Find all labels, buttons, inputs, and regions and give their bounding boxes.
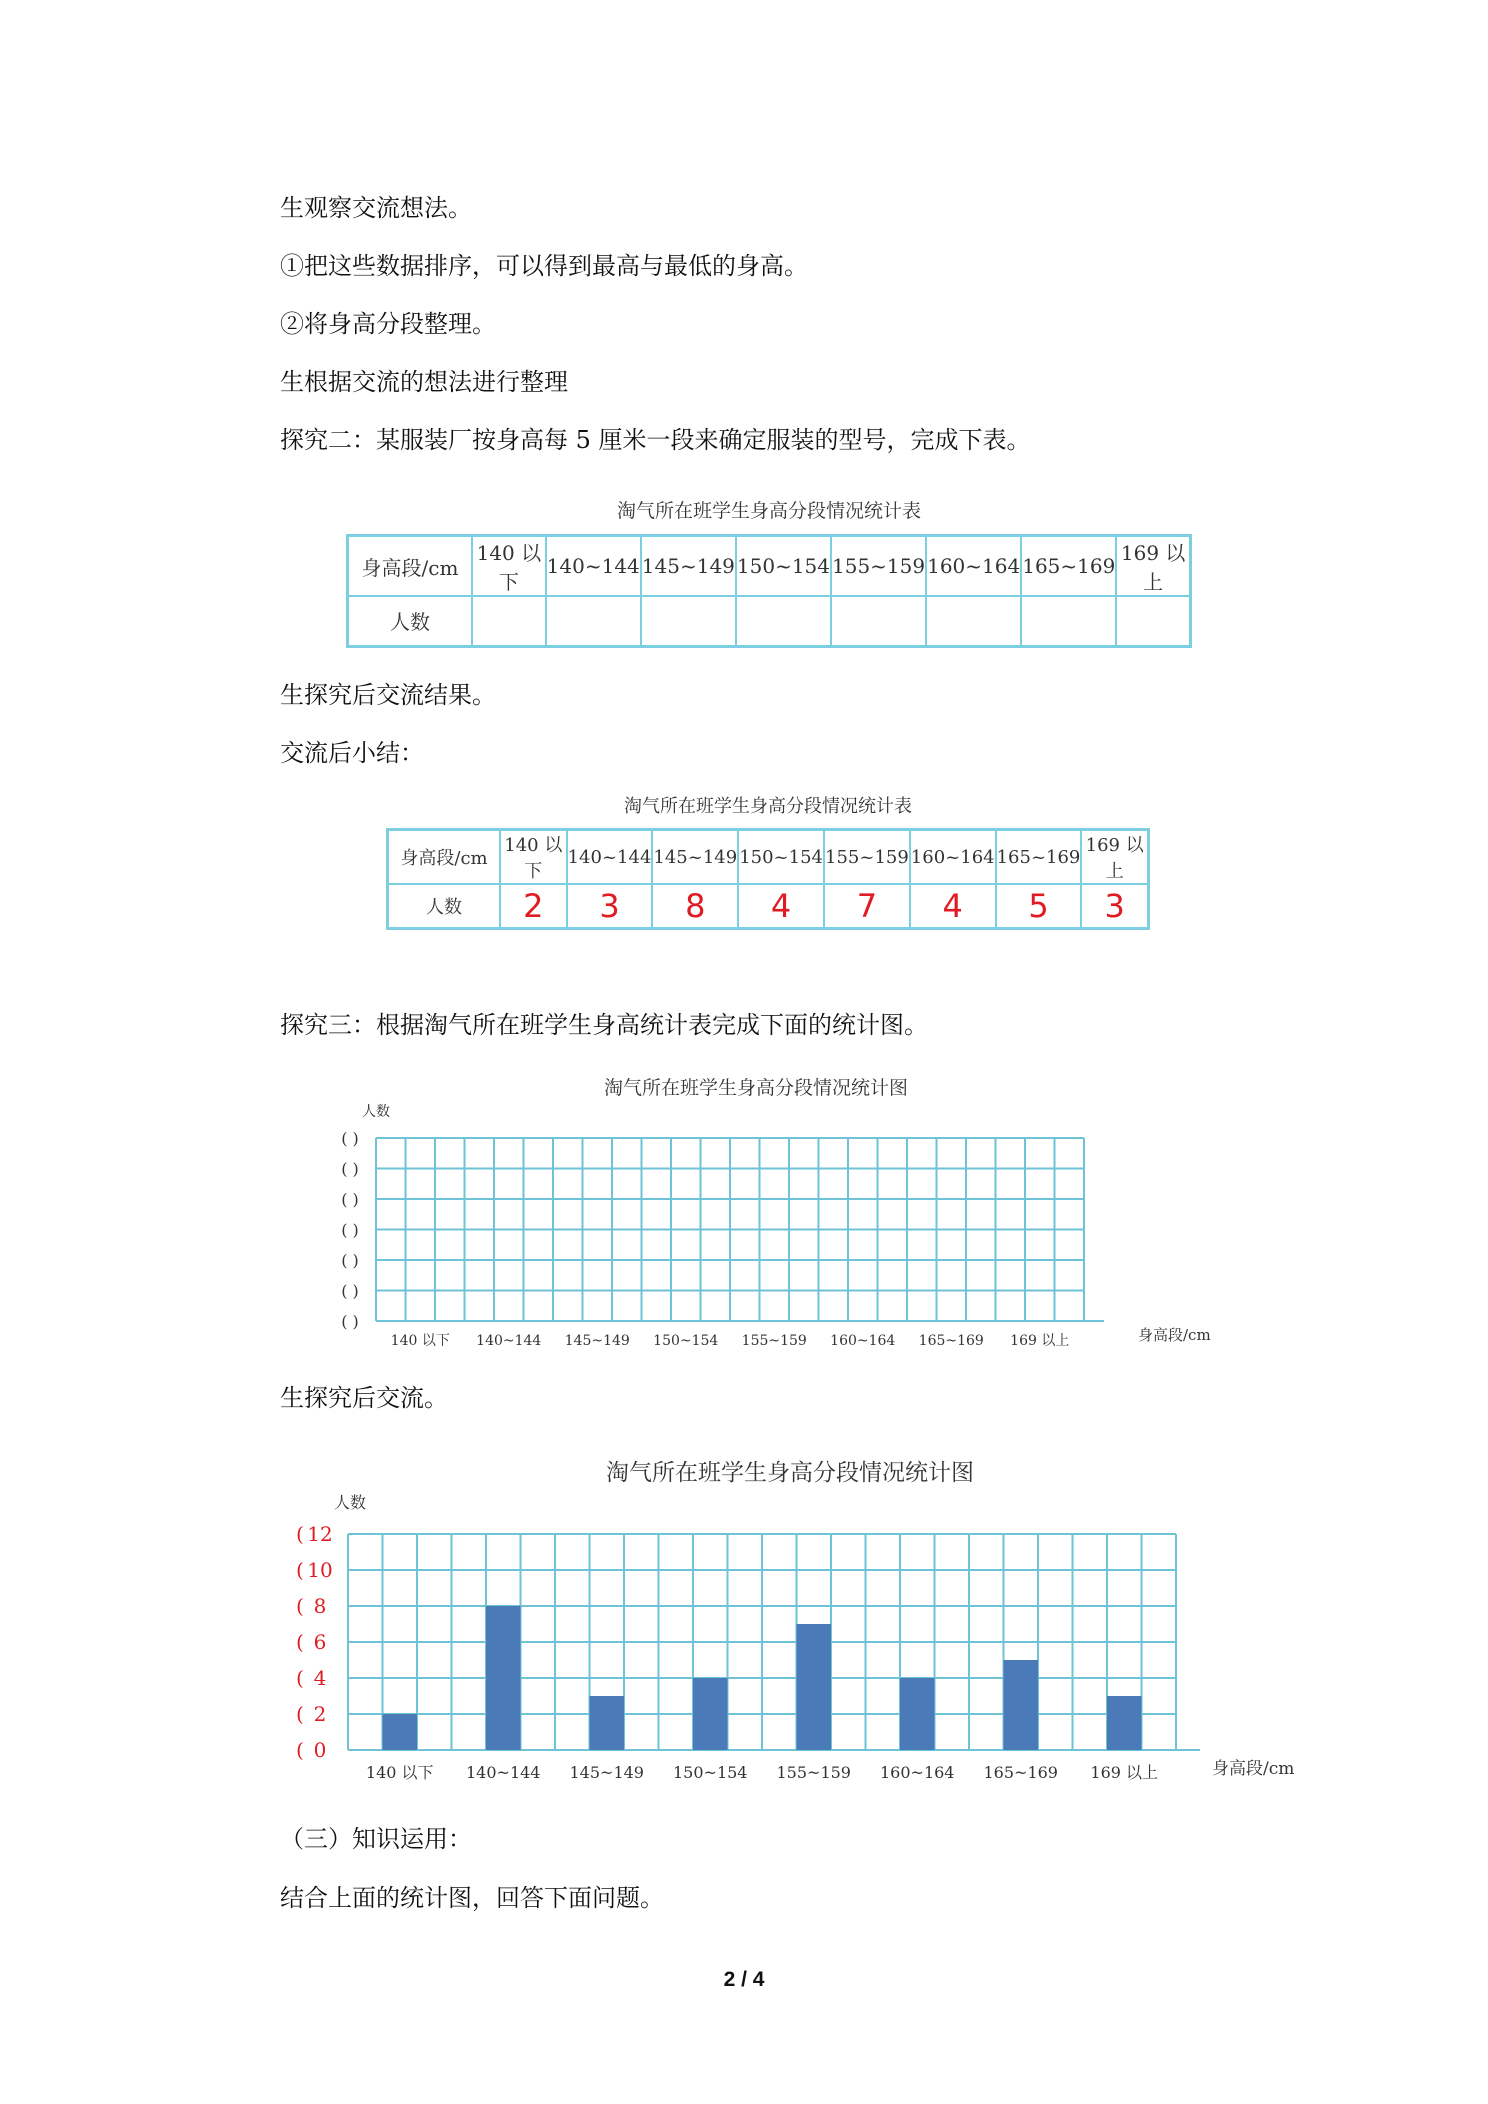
y-tick-paren: (	[296, 1558, 304, 1582]
y-tick-label: 2	[313, 1702, 327, 1726]
bar	[797, 1624, 832, 1750]
x-tick-label: 140~144	[466, 1763, 541, 1782]
bar	[1107, 1696, 1142, 1750]
bar	[1004, 1660, 1039, 1750]
x-tick-label: 145~149	[564, 1333, 630, 1349]
x-axis-label: 身高段/cm	[1212, 1759, 1295, 1779]
y-tick-paren: (	[296, 1630, 304, 1654]
bar	[693, 1678, 728, 1750]
bar	[383, 1714, 418, 1750]
blank-bar-chart	[320, 1066, 1240, 1356]
y-tick-label: 4	[313, 1666, 327, 1690]
y-tick-paren: (	[296, 1594, 304, 1618]
row-header: 身高段/cm	[388, 830, 501, 885]
x-tick-label: 169 以上	[1010, 1333, 1070, 1349]
bar	[900, 1678, 935, 1750]
empty-cell	[1021, 596, 1116, 646]
table-cell: 150~154	[738, 830, 824, 885]
table-cell: 140~144	[546, 536, 641, 597]
y-tick-placeholder: ( )	[341, 1251, 359, 1270]
count-cell: 4	[738, 884, 824, 928]
paragraph: 探究二：某服装厂按身高每 5 厘米一段来确定服装的型号，完成下表。	[280, 426, 1031, 454]
page-number: 2 / 4	[723, 1968, 765, 1991]
x-tick-label: 160~164	[880, 1763, 955, 1782]
paragraph: 生根据交流的想法进行整理	[280, 368, 568, 396]
table-cell: 169 以上	[1081, 830, 1148, 885]
table-cell: 140 以下	[500, 830, 567, 885]
bar	[486, 1606, 521, 1750]
count-cell: 5	[996, 884, 1082, 928]
x-tick-label: 150~154	[673, 1763, 748, 1782]
y-tick-placeholder: ( )	[341, 1129, 359, 1148]
y-tick-placeholder: ( )	[341, 1220, 359, 1240]
x-tick-label: 140~144	[476, 1333, 542, 1349]
table-title: 淘气所在班学生身高分段情况统计表	[624, 796, 912, 817]
blank-stats-table	[346, 534, 1192, 648]
x-tick-label: 145~149	[569, 1763, 644, 1782]
chart-title: 淘气所在班学生身高分段情况统计图	[603, 1077, 909, 1099]
x-tick-label: 165~169	[918, 1333, 984, 1349]
chart-title: 淘气所在班学生身高分段情况统计图	[606, 1460, 974, 1486]
y-tick-placeholder: ( )	[341, 1190, 359, 1209]
empty-cell	[736, 596, 831, 646]
x-tick-label: 140 以下	[365, 1763, 434, 1782]
y-axis-label: 人数	[333, 1493, 367, 1512]
table-cell: 160~164	[910, 830, 996, 885]
x-tick-labels	[391, 1333, 1070, 1349]
y-tick-label: 12	[307, 1522, 333, 1546]
row-header: 人数	[348, 596, 473, 646]
table-cell: 145~149	[641, 536, 736, 597]
empty-cell	[1116, 596, 1190, 646]
chart-grid	[348, 1534, 1200, 1750]
table-cell: 165~169	[996, 830, 1082, 885]
y-tick-placeholder: ( )	[341, 1312, 359, 1331]
paragraph: 生观察交流想法。	[280, 194, 472, 222]
paragraph: 探究三：根据淘气所在班学生身高统计表完成下面的统计图。	[280, 1011, 928, 1039]
empty-cell	[926, 596, 1021, 646]
y-tick-label: 6	[313, 1630, 327, 1654]
table-cell: 169 以上	[1116, 536, 1190, 597]
x-tick-label: 160~164	[830, 1333, 896, 1349]
y-tick-label: 8	[313, 1594, 327, 1618]
table-title: 淘气所在班学生身高分段情况统计表	[616, 500, 921, 522]
table-cell: 160~164	[926, 536, 1021, 597]
x-tick-labels	[366, 1763, 1158, 1782]
table-cell: 145~149	[652, 830, 738, 885]
paragraph: ①把这些数据排序，可以得到最高与最低的身高。	[280, 252, 808, 280]
y-tick-paren: (	[296, 1738, 304, 1762]
y-tick-placeholder: ( )	[341, 1281, 359, 1301]
x-tick-label: 169 以上	[1090, 1763, 1159, 1782]
empty-cell	[831, 596, 926, 646]
x-tick-label: 155~159	[741, 1333, 807, 1349]
count-cell: 3	[1081, 884, 1148, 928]
y-tick-labels	[341, 1129, 359, 1331]
x-tick-label: 155~159	[776, 1763, 851, 1782]
y-tick-placeholder: ( )	[341, 1159, 359, 1179]
table-cell: 140 以下	[472, 536, 546, 597]
paragraph: ②将身高分段整理。	[280, 310, 496, 338]
y-tick-paren: (	[296, 1522, 304, 1546]
paragraph: 交流后小结：	[280, 739, 424, 767]
chart-grid	[376, 1138, 1104, 1321]
table-cell: 165~169	[1021, 536, 1116, 597]
count-cell: 7	[824, 884, 910, 928]
count-cell: 8	[652, 884, 738, 928]
y-tick-paren: (	[296, 1702, 304, 1726]
paragraph: 生探究后交流。	[280, 1384, 448, 1412]
empty-cell	[546, 596, 641, 646]
empty-cell	[641, 596, 736, 646]
table-cell: 140~144	[567, 830, 653, 885]
y-tick-paren: (	[296, 1666, 304, 1690]
y-tick-labels	[296, 1522, 333, 1762]
y-axis-label: 人数	[362, 1104, 390, 1120]
empty-cell	[472, 596, 546, 646]
filled-stats-table	[386, 828, 1150, 930]
x-axis-label: 身高段/cm	[1138, 1326, 1211, 1344]
x-tick-label: 165~169	[983, 1763, 1058, 1782]
table-cell: 155~159	[824, 830, 910, 885]
count-cell: 3	[567, 884, 653, 928]
x-tick-label: 150~154	[653, 1333, 719, 1349]
paragraph: （三）知识运用：	[280, 1825, 472, 1853]
table-cell: 155~159	[831, 536, 926, 597]
x-tick-label: 140 以下	[390, 1333, 450, 1349]
paragraph: 生探究后交流结果。	[280, 681, 496, 709]
height-bar-chart	[290, 1450, 1300, 1800]
row-header: 身高段/cm	[348, 536, 473, 597]
row-header: 人数	[388, 884, 501, 928]
table-cell: 150~154	[736, 536, 831, 597]
count-cell: 4	[910, 884, 996, 928]
y-tick-label: 10	[307, 1558, 333, 1582]
bar	[590, 1696, 625, 1750]
count-cell: 2	[500, 884, 567, 928]
y-tick-label: 0	[313, 1738, 327, 1762]
paragraph: 结合上面的统计图，回答下面问题。	[280, 1884, 664, 1912]
